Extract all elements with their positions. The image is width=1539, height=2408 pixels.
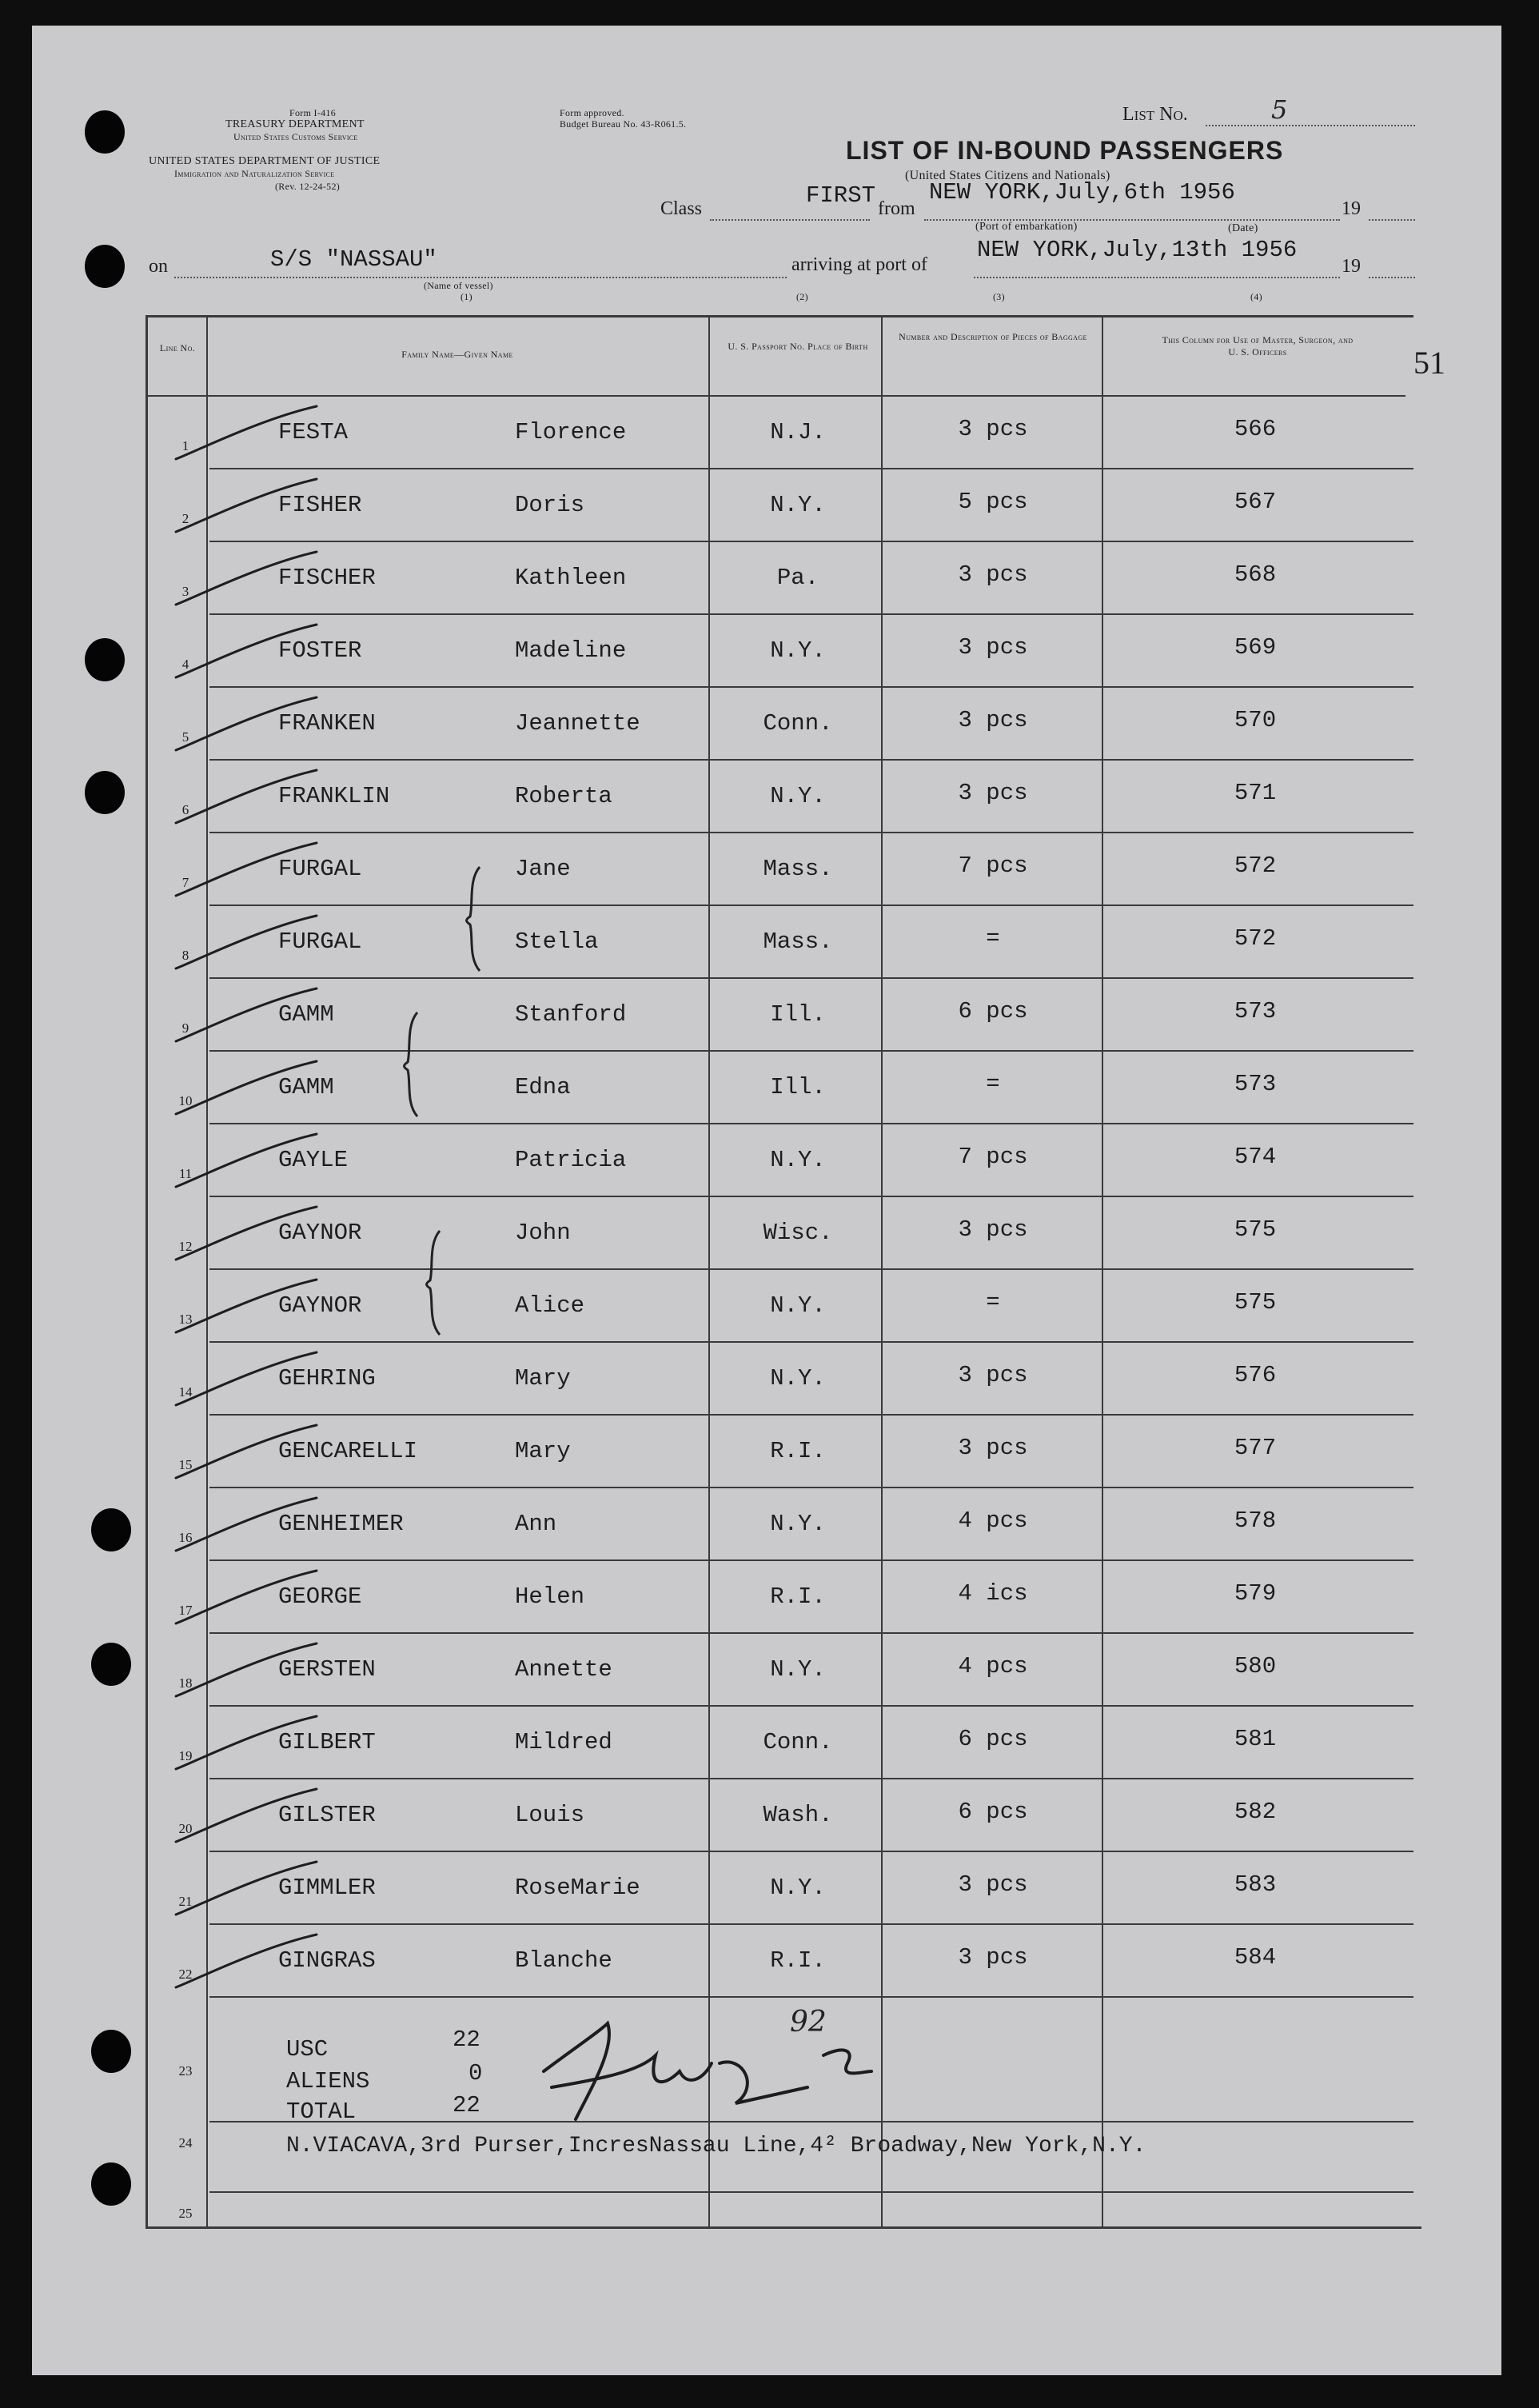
- col-header-passport: U. S. Passport No. Place of Birth: [728, 341, 868, 352]
- family-name: GIMMLER: [278, 1875, 376, 1901]
- family-name: GILBERT: [278, 1729, 376, 1755]
- check-mark-icon: [165, 985, 325, 1065]
- customs-service: United States Customs Service: [233, 131, 358, 142]
- officer-number: 577: [1234, 1435, 1277, 1461]
- family-name: FURGAL: [278, 928, 362, 955]
- officer-number: 571: [1234, 780, 1277, 806]
- check-mark-icon: [165, 549, 325, 629]
- place-of-birth: Wisc.: [763, 1220, 833, 1246]
- family-name: GENCARELLI: [278, 1438, 418, 1464]
- baggage-count: 4 pcs: [958, 1507, 1028, 1534]
- baggage-count: 6 pcs: [958, 1799, 1028, 1825]
- officer-number: 576: [1234, 1362, 1277, 1388]
- form-number: Form I-416: [289, 107, 336, 118]
- year-prefix: 19: [1342, 198, 1361, 219]
- check-mark-icon: [165, 1349, 325, 1429]
- line-number: 11: [178, 1166, 193, 1181]
- check-mark-icon: [165, 1422, 325, 1502]
- family-name: GERSTEN: [278, 1656, 376, 1683]
- given-name: Edna: [515, 1074, 571, 1100]
- place-of-birth: N.Y.: [770, 637, 826, 664]
- officer-number: 575: [1234, 1216, 1277, 1243]
- baggage-count: 3 pcs: [958, 707, 1028, 733]
- place-of-birth: R.I.: [770, 1947, 826, 1974]
- baggage-count: 4 ics: [958, 1580, 1028, 1607]
- baggage-count: =: [986, 1071, 1000, 1097]
- baggage-count: 3 pcs: [958, 1216, 1028, 1243]
- signature: [520, 1999, 919, 2127]
- line-number: 8: [181, 948, 189, 963]
- baggage-count: 3 pcs: [958, 1435, 1028, 1461]
- place-of-birth: Ill.: [770, 1001, 826, 1028]
- year-prefix-2: 19: [1342, 256, 1361, 277]
- place-of-birth: N.Y.: [770, 1365, 826, 1392]
- class-value: FIRST: [806, 182, 876, 209]
- aliens-label: ALIENS: [286, 2068, 370, 2095]
- class-leader: [710, 219, 870, 221]
- aliens-value: 0: [468, 2060, 483, 2087]
- line-number: 21: [178, 1894, 193, 1909]
- list-no-leader: [1206, 125, 1415, 126]
- officer-number: 573: [1234, 1071, 1277, 1097]
- baggage-count: 3 pcs: [958, 1362, 1028, 1388]
- check-mark-icon: [165, 1131, 325, 1211]
- punch-hole: [91, 1643, 131, 1686]
- officer-number: 581: [1234, 1726, 1277, 1752]
- place-of-birth: R.I.: [770, 1438, 826, 1464]
- place-of-birth: Conn.: [763, 1729, 833, 1755]
- place-of-birth: N.Y.: [770, 1875, 826, 1901]
- baggage-count: 3 pcs: [958, 1944, 1028, 1971]
- check-mark-icon: [165, 1276, 325, 1356]
- purser-line: N.VIACAVA,3rd Purser,IncresNassau Line,4² Broadway,New York,N.Y.: [286, 2134, 1146, 2158]
- port-embark-caption: (Port of embarkation): [975, 221, 1078, 233]
- page-number: 51: [1413, 345, 1445, 381]
- given-name: Kathleen: [515, 565, 627, 591]
- given-name: Roberta: [515, 783, 612, 809]
- check-mark-icon: [165, 1495, 325, 1575]
- handwritten-note: 92: [790, 2006, 827, 2039]
- given-name: Jeannette: [515, 710, 640, 737]
- given-name: Stanford: [515, 1001, 627, 1028]
- family-name: FRANKLIN: [278, 783, 390, 809]
- punch-hole: [85, 245, 125, 288]
- given-name: John: [515, 1220, 571, 1246]
- check-mark-icon: [165, 403, 325, 483]
- place-of-birth: N.J.: [770, 419, 826, 445]
- baggage-count: 3 pcs: [958, 561, 1028, 588]
- col-header-line: Line No.: [159, 342, 196, 353]
- page-title: LIST OF IN-BOUND PASSENGERS: [846, 136, 1284, 165]
- place-of-birth: N.Y.: [770, 1292, 826, 1319]
- on-label: on: [149, 256, 168, 277]
- officer-number: 572: [1234, 853, 1277, 879]
- line-number-23: 23: [178, 2063, 193, 2079]
- officer-number: 579: [1234, 1580, 1277, 1607]
- officer-number: 574: [1234, 1144, 1277, 1170]
- line-number: 5: [181, 729, 189, 745]
- family-name: FRANKEN: [278, 710, 376, 737]
- check-mark-icon: [165, 1713, 325, 1793]
- family-bracket-icon: [462, 864, 486, 976]
- line-number-24: 24: [178, 2135, 193, 2150]
- check-mark-icon: [165, 1567, 325, 1647]
- place-of-birth: Conn.: [763, 710, 833, 737]
- officer-number: 568: [1234, 561, 1277, 588]
- class-label: Class: [660, 198, 703, 219]
- check-mark-icon: [165, 694, 325, 774]
- given-name: Blanche: [515, 1947, 612, 1974]
- family-bracket-icon: [422, 1228, 446, 1340]
- line-number: 1: [181, 438, 189, 453]
- officer-number: 580: [1234, 1653, 1277, 1679]
- punch-hole: [91, 1508, 131, 1551]
- place-of-birth: Mass.: [763, 856, 833, 882]
- place-of-birth: N.Y.: [770, 1656, 826, 1683]
- baggage-count: 3 pcs: [958, 416, 1028, 442]
- line-number: 15: [178, 1457, 193, 1472]
- punch-hole: [91, 2162, 131, 2206]
- check-mark-icon: [165, 621, 325, 701]
- place-of-birth: Wash.: [763, 1802, 833, 1828]
- embark-value: NEW YORK,July,6th 1956: [929, 179, 1235, 206]
- given-name: RoseMarie: [515, 1875, 640, 1901]
- budget-bureau: Budget Bureau No. 43-R061.5.: [560, 118, 687, 130]
- place-of-birth: Mass.: [763, 928, 833, 955]
- line-number: 16: [178, 1530, 193, 1545]
- family-name: FISHER: [278, 492, 362, 518]
- baggage-count: 6 pcs: [958, 1726, 1028, 1752]
- year-leader-2: [1369, 277, 1415, 278]
- form-approved: Form approved.: [560, 107, 624, 118]
- given-name: Alice: [515, 1292, 585, 1319]
- col-num-3: (3): [993, 291, 1005, 302]
- total-value: 22: [453, 2092, 480, 2118]
- check-mark-icon: [165, 840, 325, 920]
- check-mark-icon: [165, 1931, 325, 2011]
- justice-heading: UNITED STATES DEPARTMENT OF JUSTICE: [149, 155, 381, 167]
- place-of-birth: N.Y.: [770, 783, 826, 809]
- arrival-leader: [974, 277, 1340, 278]
- place-of-birth: N.Y.: [770, 1147, 826, 1173]
- punch-hole: [85, 638, 125, 681]
- line-number: 7: [181, 875, 189, 890]
- family-name: GEORGE: [278, 1583, 362, 1610]
- punch-hole: [85, 771, 125, 814]
- family-name: GAYNOR: [278, 1292, 362, 1319]
- officer-number: 582: [1234, 1799, 1277, 1825]
- family-name: GINGRAS: [278, 1947, 376, 1974]
- family-name: FISCHER: [278, 565, 376, 591]
- officer-number: 575: [1234, 1289, 1277, 1316]
- place-of-birth: Ill.: [770, 1074, 826, 1100]
- treasury-heading: TREASURY DEPARTMENT: [225, 118, 365, 130]
- family-name: GAYNOR: [278, 1220, 362, 1246]
- check-mark-icon: [165, 1204, 325, 1284]
- revision-date: (Rev. 12-24-52): [275, 181, 341, 192]
- family-name: FURGAL: [278, 856, 362, 882]
- line-number: 22: [178, 1967, 193, 1982]
- given-name: Florence: [515, 419, 627, 445]
- vessel-leader: [174, 277, 787, 278]
- given-name: Madeline: [515, 637, 627, 664]
- family-name: FESTA: [278, 419, 349, 445]
- arrival-value: NEW YORK,July,13th 1956: [977, 237, 1298, 263]
- date-caption: (Date): [1228, 222, 1258, 234]
- col-header-baggage: Number and Description of Pieces of Baggage: [899, 331, 1087, 342]
- officer-number: 570: [1234, 707, 1277, 733]
- list-no-label: List No.: [1122, 104, 1188, 125]
- check-mark-icon: [165, 1058, 325, 1138]
- baggage-count: 4 pcs: [958, 1653, 1028, 1679]
- place-of-birth: R.I.: [770, 1583, 826, 1610]
- check-mark-icon: [165, 912, 325, 992]
- place-of-birth: N.Y.: [770, 492, 826, 518]
- given-name: Helen: [515, 1583, 585, 1610]
- check-mark-icon: [165, 767, 325, 847]
- line-number: 13: [178, 1312, 193, 1327]
- vessel-caption: (Name of vessel): [424, 280, 493, 291]
- baggage-count: 3 pcs: [958, 780, 1028, 806]
- line-number: 6: [181, 802, 189, 817]
- line-number: 10: [178, 1093, 193, 1108]
- given-name: Doris: [515, 492, 585, 518]
- list-no-value: 5: [1271, 94, 1288, 125]
- year-leader: [1369, 219, 1415, 221]
- baggage-count: =: [986, 1289, 1000, 1316]
- col-num-4: (4): [1250, 291, 1262, 302]
- family-bracket-icon: [400, 1009, 424, 1121]
- immigration-service: Immigration and Naturalization Service: [174, 168, 335, 179]
- col-num-2: (2): [796, 291, 808, 302]
- baggage-count: 6 pcs: [958, 998, 1028, 1024]
- family-name: FOSTER: [278, 637, 362, 664]
- officer-number: 578: [1234, 1507, 1277, 1534]
- family-name: GEHRING: [278, 1365, 376, 1392]
- line-number: 9: [181, 1020, 189, 1036]
- baggage-count: 7 pcs: [958, 853, 1028, 879]
- line-number: 3: [181, 584, 189, 599]
- total-label: TOTAL: [286, 2099, 357, 2125]
- col-num-1: (1): [461, 291, 472, 302]
- line-number: 20: [178, 1821, 193, 1836]
- baggage-count: 5 pcs: [958, 489, 1028, 515]
- officer-number: 573: [1234, 998, 1277, 1024]
- check-mark-icon: [165, 476, 325, 556]
- given-name: Ann: [515, 1511, 557, 1537]
- officer-number: 569: [1234, 634, 1277, 661]
- page-subtitle: (United States Citizens and Nationals): [905, 169, 1110, 182]
- col-header-officers: This Column for Use of Master, Surgeon, and U. S. Officers: [1162, 334, 1354, 357]
- line-number: 14: [178, 1384, 193, 1400]
- given-name: Louis: [515, 1802, 585, 1828]
- usc-label: USC: [286, 2036, 329, 2063]
- officer-number: 584: [1234, 1944, 1277, 1971]
- given-name: Jane: [515, 856, 571, 882]
- given-name: Stella: [515, 928, 599, 955]
- from-label: from: [878, 198, 915, 219]
- line-number-25: 25: [178, 2206, 193, 2221]
- baggage-count: 7 pcs: [958, 1144, 1028, 1170]
- line-number: 19: [178, 1748, 193, 1763]
- given-name: Mildred: [515, 1729, 612, 1755]
- usc-value: 22: [453, 2027, 480, 2053]
- punch-hole: [91, 2030, 131, 2073]
- baggage-count: 3 pcs: [958, 1871, 1028, 1898]
- officer-number: 572: [1234, 925, 1277, 952]
- given-name: Mary: [515, 1438, 571, 1464]
- family-name: GAMM: [278, 1001, 334, 1028]
- place-of-birth: N.Y.: [770, 1511, 826, 1537]
- family-name: GAYLE: [278, 1147, 349, 1173]
- baggage-count: 3 pcs: [958, 634, 1028, 661]
- col-header-name: Family Name—Given Name: [401, 349, 513, 360]
- family-name: GAMM: [278, 1074, 334, 1100]
- given-name: Mary: [515, 1365, 571, 1392]
- arriving-label: arriving at port of: [791, 254, 927, 275]
- officer-number: 583: [1234, 1871, 1277, 1898]
- officer-number: 567: [1234, 489, 1277, 515]
- check-mark-icon: [165, 1859, 325, 1939]
- line-number: 18: [178, 1675, 193, 1691]
- baggage-count: =: [986, 925, 1000, 952]
- line-number: 12: [178, 1239, 193, 1254]
- place-of-birth: Pa.: [776, 565, 819, 591]
- line-number: 4: [181, 657, 189, 672]
- line-number: 17: [178, 1603, 193, 1618]
- vessel-value: S/S "NASSAU": [270, 246, 437, 273]
- given-name: Patricia: [515, 1147, 627, 1173]
- line-number: 2: [181, 511, 189, 526]
- punch-hole: [85, 110, 125, 154]
- given-name: Annette: [515, 1656, 612, 1683]
- family-name: GENHEIMER: [278, 1511, 404, 1537]
- check-mark-icon: [165, 1786, 325, 1866]
- family-name: GILSTER: [278, 1802, 376, 1828]
- officer-number: 566: [1234, 416, 1277, 442]
- check-mark-icon: [165, 1640, 325, 1720]
